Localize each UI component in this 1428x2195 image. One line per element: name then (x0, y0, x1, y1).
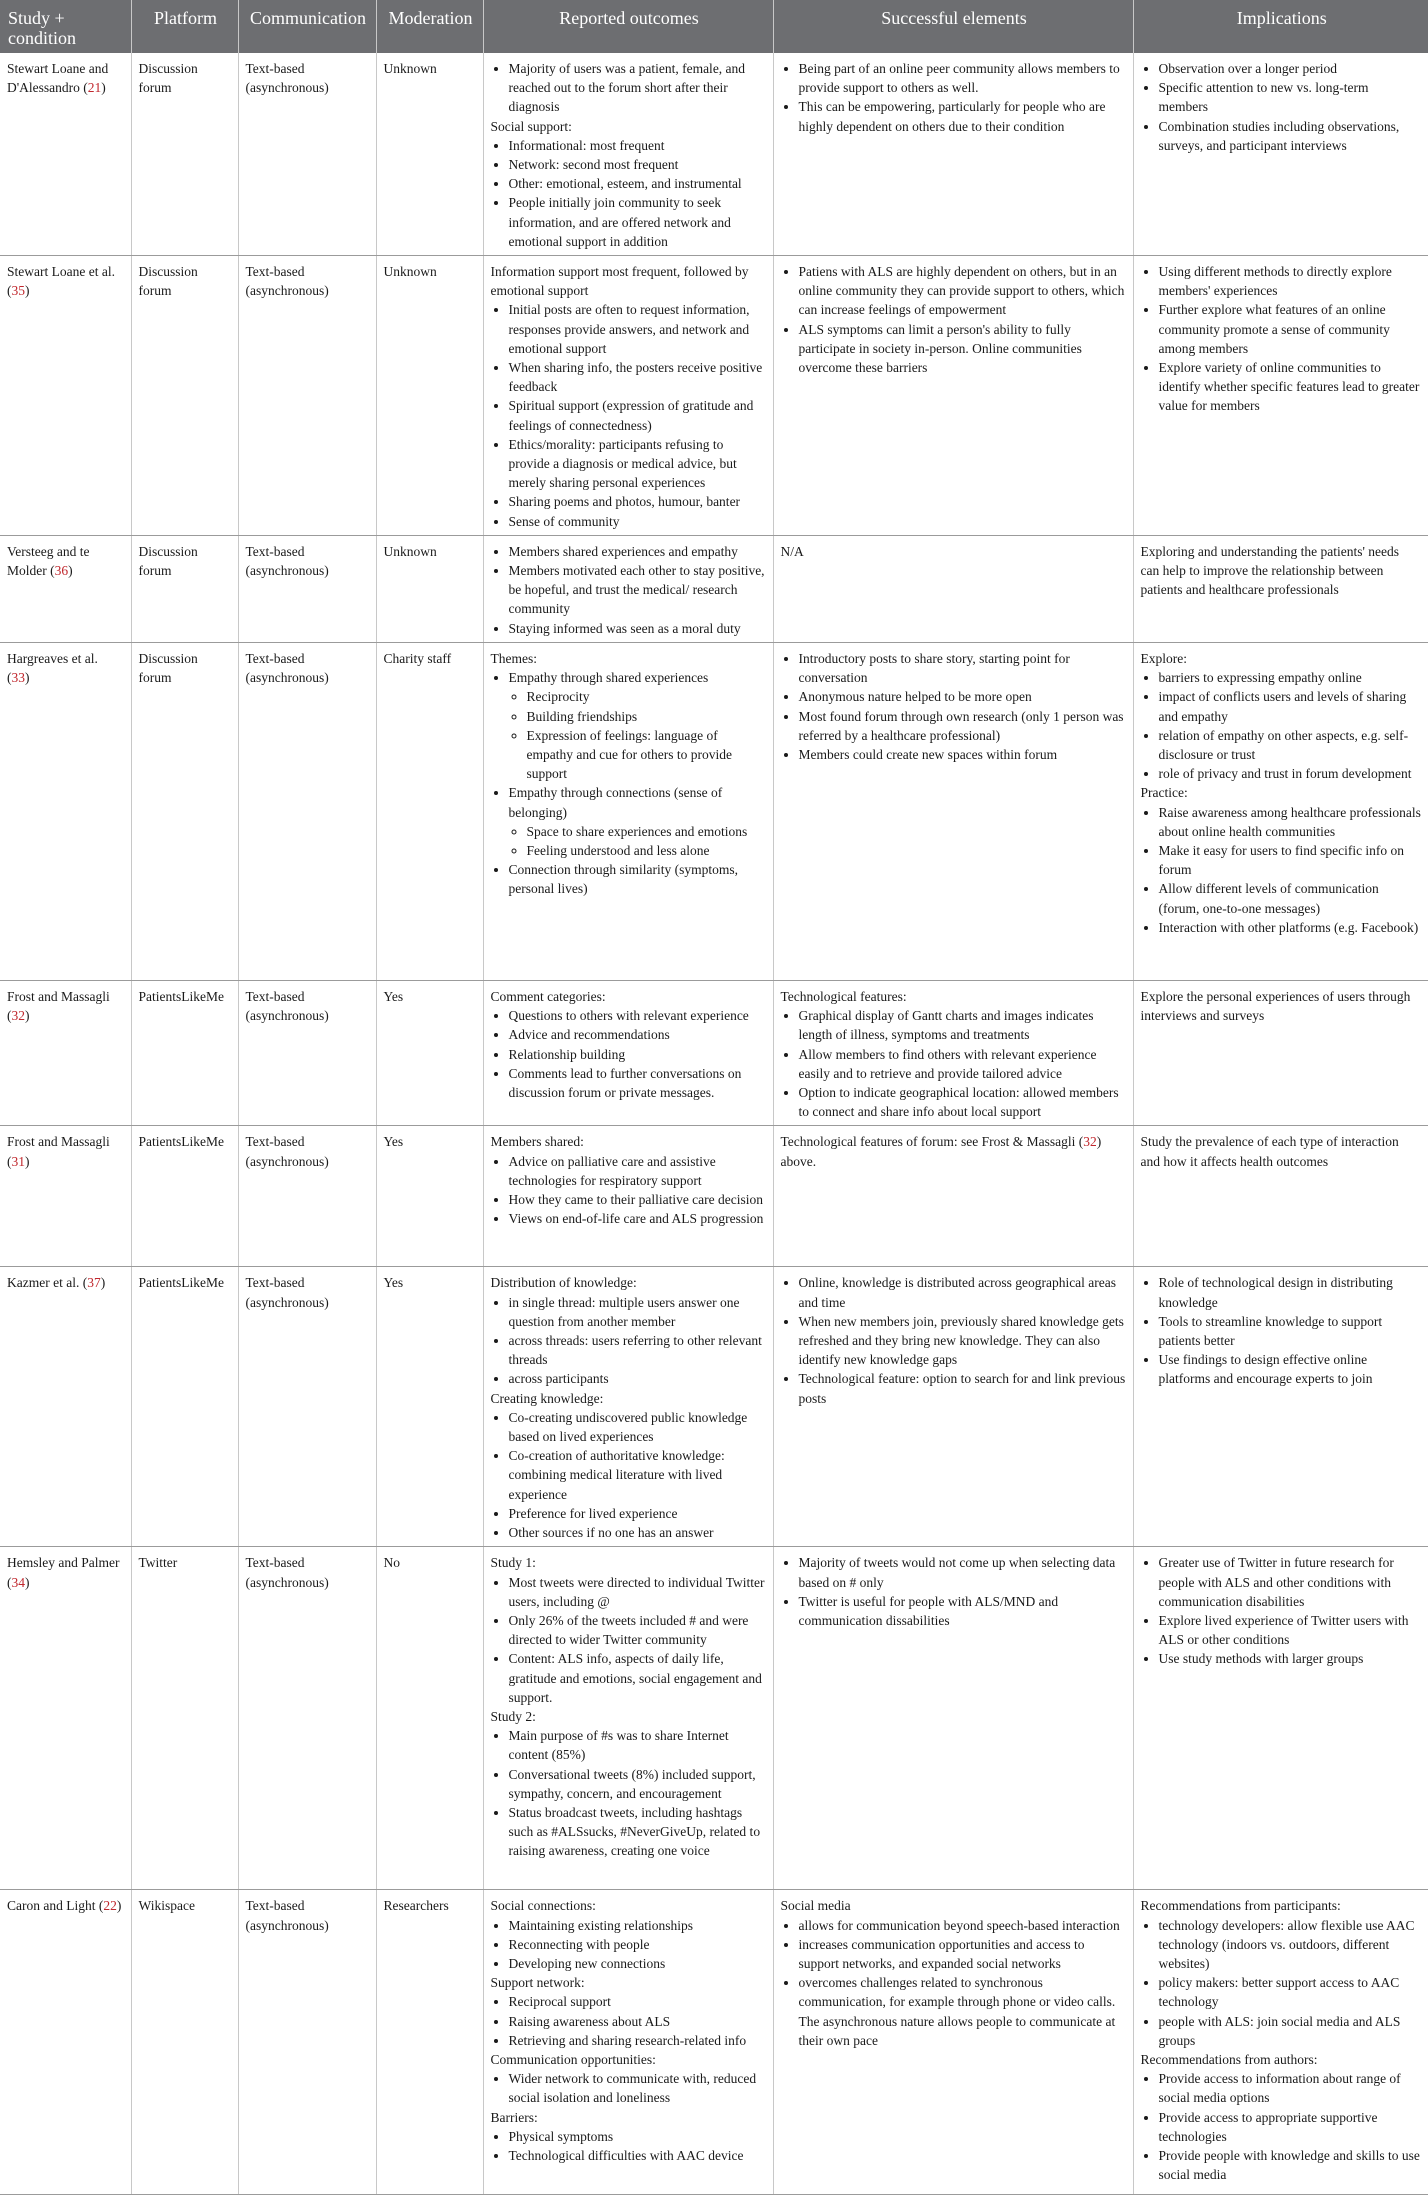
bullet-item: • Most found forum through own research (only 1 person was referred by a healthcare professional) (799, 707, 1126, 745)
bullet-item: • Co-creation of authoritative knowledge: combining medical literature with lived experience (509, 1446, 766, 1504)
bullet-item: • Members shared experiences and empathy (509, 542, 766, 561)
study-name: Stewart Loane and D'Alessandro ( (7, 61, 109, 96)
bullet-item: • When sharing info, the posters receive positive feedback (509, 358, 766, 396)
bullet-list (491, 668, 766, 898)
table-row (0, 980, 1428, 1125)
study-paren: ) (25, 1153, 30, 1169)
reference-link[interactable]: 31 (11, 1153, 25, 1169)
cell-communication: Text-based (asynchronous) (238, 53, 376, 256)
bullet-item: • Comments lead to further conversations on discussion forum or private messages. (509, 1064, 766, 1102)
bullet-item: • Interaction with other platforms (e.g. Facebook) (1159, 918, 1422, 937)
header-reported-outcomes: Reported outcomes (483, 0, 773, 53)
cell-successful-elements (773, 535, 1133, 642)
cell-implications (1133, 53, 1428, 256)
bullet-item: • Maintaining existing relationships (509, 1916, 766, 1935)
sub-bullet-list (509, 822, 766, 860)
bullet-list (491, 1726, 766, 1860)
bullet-list (491, 1152, 766, 1229)
cell-text: Members shared: (490, 1134, 584, 1150)
bullet-list (491, 136, 766, 251)
sub-bullet-list (509, 687, 766, 783)
cell-study (0, 1890, 131, 2195)
bullet-item: • barriers to expressing empathy online (1159, 668, 1422, 687)
cell-implications (1133, 642, 1428, 980)
bullet-item: • Option to indicate geographical location: allowed members to connect and share info about local support (799, 1083, 1126, 1121)
bullet-list (1141, 262, 1422, 416)
bullet-list (1141, 59, 1422, 155)
reference-link[interactable]: 35 (11, 283, 25, 299)
cell-text: Study 1: (490, 1555, 536, 1571)
header-study: Study + condition (0, 0, 131, 53)
table-row (0, 642, 1428, 980)
cell-study (0, 53, 131, 256)
cell-text: Exploring and understanding the patients' needs can help to improve the relationship between patients and healthcare professionals (1140, 543, 1399, 598)
bullet-item: • Spiritual support (expression of gratitude and feelings of connectedness) (509, 396, 766, 434)
cell-communication: Text-based (asynchronous) (238, 1547, 376, 1890)
cell-study (0, 642, 131, 980)
table-row (0, 53, 1428, 256)
study-name: Stewart Loane et al. ( (7, 264, 115, 299)
bullet-item: • Staying informed was seen as a moral duty (509, 619, 766, 638)
cell-text: Study 2: (490, 1708, 536, 1724)
sub-bullet-item: ◦ Expression of feelings: language of empathy and cue for others to provide support (527, 726, 766, 784)
cell-text: Creating knowledge: (490, 1390, 604, 1406)
cell-text: Support network: (490, 1975, 585, 1991)
table-row (0, 1547, 1428, 1890)
bullet-item: • Conversational tweets (8%) included support, sympathy, concern, and encouragement (509, 1765, 766, 1803)
bullet-item: • across participants (509, 1369, 766, 1388)
study-name: Versteeg and te Molder ( (7, 543, 90, 579)
bullet-item: • Reconnecting with people (509, 1935, 766, 1954)
cell-platform: Discussion forum (131, 53, 238, 256)
cell-implications (1133, 256, 1428, 536)
bullet-list (781, 262, 1126, 377)
sub-bullet-item: ◦ Feeling understood and less alone (527, 841, 766, 860)
bullet-list (491, 1573, 766, 1707)
study-name: Caron and Light ( (7, 1898, 104, 1914)
study-name: Frost and Massagli ( (7, 1134, 110, 1169)
bullet-item: • Sharing poems and photos, humour, banter (509, 492, 766, 511)
bullet-item: • Connection through similarity (symptoms, personal lives) (509, 860, 766, 898)
cell-platform: Discussion forum (131, 535, 238, 642)
cell-moderation: Yes (376, 1267, 483, 1547)
bullet-item: • increases communication opportunities and access to support networks, and expanded social networks (799, 1935, 1126, 1973)
bullet-item: • Majority of tweets would not come up when selecting data based on # only (799, 1553, 1126, 1591)
cell-reported-outcomes (483, 642, 773, 980)
bullet-item: • Provide people with knowledge and skills to use social media (1159, 2146, 1422, 2184)
bullet-item: • Twitter is useful for people with ALS/MND and communication dissabilities (799, 1592, 1126, 1630)
reference-link[interactable]: 36 (54, 563, 69, 579)
reference-link[interactable]: 21 (87, 80, 102, 96)
cell-implications (1133, 1890, 1428, 2195)
cell-successful-elements (773, 53, 1133, 256)
bullet-list (491, 2069, 766, 2107)
study-paren: ) (68, 563, 73, 579)
bullet-list (491, 1992, 766, 2050)
cell-communication: Text-based (asynchronous) (238, 980, 376, 1125)
cell-successful-elements (773, 256, 1133, 536)
bullet-item: • Empathy through connections (sense of belonging) (509, 783, 766, 821)
bullet-item: • Content: ALS info, aspects of daily life, gratitude and emotions, social engagement and support. (509, 1649, 766, 1707)
bullet-item: • Combination studies including observations, surveys, and participant interviews (1159, 117, 1422, 155)
cell-moderation: Charity staff (376, 642, 483, 980)
study-name: Kazmer et al. ( (7, 1275, 88, 1291)
cell-reported-outcomes (483, 535, 773, 642)
cell-text: Recommendations from participants: (1140, 1898, 1341, 1914)
bullet-item: • Retrieving and sharing research-related info (509, 2031, 766, 2050)
bullet-item: • relation of empathy on other aspects, e.g. self-disclosure or trust (1159, 726, 1422, 764)
bullet-item: • technology developers: allow flexible use AAC technology (indoors vs. outdoors, different websites) (1159, 1916, 1422, 1974)
reference-link[interactable]: 34 (11, 1574, 25, 1590)
cell-communication: Text-based (asynchronous) (238, 256, 376, 536)
cell-implications (1133, 1547, 1428, 1890)
bullet-list (1141, 1553, 1422, 1668)
cell-study (0, 1267, 131, 1547)
cell-text: Study the prevalence of each type of interaction and how it affects health outcomes (1140, 1134, 1399, 1169)
bullet-item: • How they came to their palliative care decision (509, 1190, 766, 1209)
cell-successful-elements (773, 1890, 1133, 2195)
cell-text: Barriers: (490, 2109, 538, 2125)
reference-link[interactable]: 32 (1083, 1134, 1097, 1150)
bullet-item: • Initial posts are often to request information, responses provide answers, and network and emotional support (509, 300, 766, 358)
bullet-item: • Sense of community (509, 512, 766, 531)
study-name: Hemsley and Palmer ( (7, 1555, 120, 1590)
cell-text: Themes: (490, 650, 537, 666)
bullet-list (781, 1006, 1126, 1121)
bullet-item: • Role of technological design in distributing knowledge (1159, 1273, 1422, 1311)
bullet-item: • across threads: users referring to other relevant threads (509, 1331, 766, 1369)
bullet-item: • Informational: most frequent (509, 136, 766, 155)
bullet-item: • in single thread: multiple users answer one question from another member (509, 1293, 766, 1331)
table-row (0, 1267, 1428, 1547)
study-name: Hargreaves et al. ( (7, 650, 98, 686)
bullet-item: • Introductory posts to share story, starting point for conversation (799, 649, 1126, 687)
cell-reported-outcomes (483, 1890, 773, 2195)
bullet-item: • people with ALS: join social media and ALS groups (1159, 2012, 1422, 2050)
bullet-item: • Raise awareness among healthcare professionals about online health communities (1159, 803, 1422, 841)
header-communication: Communication (238, 0, 376, 53)
table-row (0, 256, 1428, 536)
bullet-item: • Technological feature: option to search for and link previous posts (799, 1369, 1126, 1407)
bullet-list (1141, 803, 1422, 937)
cell-moderation: Unknown (376, 53, 483, 256)
bullet-item: • Network: second most frequent (509, 155, 766, 174)
bullet-item: • Greater use of Twitter in future research for people with ALS and other conditions with communication disabilities (1159, 1553, 1422, 1611)
header-platform: Platform (131, 0, 238, 53)
cell-communication: Text-based (asynchronous) (238, 1890, 376, 2195)
bullet-list (491, 1916, 766, 1974)
cell-platform: Twitter (131, 1547, 238, 1890)
bullet-item: • Relationship building (509, 1045, 766, 1064)
cell-communication: Text-based (asynchronous) (238, 642, 376, 980)
bullet-item: • Explore lived experience of Twitter users with ALS or other conditions (1159, 1611, 1422, 1649)
bullet-item: • Graphical display of Gantt charts and images indicates length of illness, symptoms and treatments (799, 1006, 1126, 1044)
bullet-item: • Technological difficulties with AAC device (509, 2146, 766, 2165)
bullet-list (781, 649, 1126, 764)
bullet-item: • Patiens with ALS are highly dependent on others, but in an online community they can provide support to others, which can increase feelings of empowerment (799, 262, 1126, 320)
cell-communication: Text-based (asynchronous) (238, 535, 376, 642)
bullet-list (781, 1273, 1126, 1407)
cell-platform: PatientsLikeMe (131, 1267, 238, 1547)
header-successful-elements: Successful elements (773, 0, 1133, 53)
cell-text: Explore the personal experiences of users through interviews and surveys (1140, 988, 1411, 1024)
cell-reported-outcomes (483, 53, 773, 256)
bullet-list (781, 59, 1126, 136)
bullet-list (1141, 1916, 1422, 2050)
bullet-item: • Developing new connections (509, 1954, 766, 1973)
sub-bullet-item: ◦ Space to share experiences and emotions (527, 822, 766, 841)
reference-link[interactable]: 32 (11, 1008, 25, 1024)
bullet-item: • Make it easy for users to find specific info on forum (1159, 841, 1422, 879)
cell-study (0, 980, 131, 1125)
cell-reported-outcomes (483, 1267, 773, 1547)
bullet-item: • Being part of an online peer community allows members to provide support to others as well. (799, 59, 1126, 97)
bullet-item: • Wider network to communicate with, reduced social isolation and loneliness (509, 2069, 766, 2107)
cell-text: N/A (780, 543, 804, 559)
bullet-item: • Co-creating undiscovered public knowledge based on lived experiences (509, 1408, 766, 1446)
table-header (0, 0, 1428, 53)
bullet-item: • Observation over a longer period (1159, 59, 1422, 78)
bullet-item: • Views on end-of-life care and ALS progression (509, 1209, 766, 1228)
bullet-item: • Use findings to design effective online platforms and encourage experts to join (1159, 1350, 1422, 1388)
bullet-item: • This can be empowering, particularly for people who are highly dependent on others due to their condition (799, 97, 1126, 135)
bullet-list (491, 1408, 766, 1542)
bullet-list (781, 1553, 1126, 1630)
cell-text: Social support: (490, 118, 572, 134)
bullet-item: • Advice and recommendations (509, 1025, 766, 1044)
bullet-list (1141, 668, 1422, 783)
bullet-list (1141, 2069, 1422, 2184)
cell-moderation: Unknown (376, 256, 483, 536)
bullet-item: • Reciprocal support (509, 1992, 766, 2011)
cell-reported-outcomes (483, 1126, 773, 1267)
bullet-item: • Tools to streamline knowledge to support patients better (1159, 1312, 1422, 1350)
bullet-list (491, 542, 766, 638)
cell-text: Recommendations from authors: (1140, 2051, 1318, 2067)
cell-text: Social media (780, 1898, 851, 1914)
bullet-item: • Most tweets were directed to individual Twitter users, including @ (509, 1573, 766, 1611)
bullet-item: • Allow members to find others with relevant experience easily and to retrieve and provide tailored advice (799, 1045, 1126, 1083)
bullet-list (491, 300, 766, 530)
cell-reported-outcomes (483, 256, 773, 536)
study-paren: ) (100, 1275, 106, 1291)
study-paren: ) (25, 1008, 30, 1024)
cell-moderation: Yes (376, 1126, 483, 1267)
cell-study (0, 535, 131, 642)
reference-link[interactable]: 37 (87, 1275, 101, 1291)
bullet-item: • Further explore what features of an online community promote a sense of community among members (1159, 300, 1422, 358)
cell-text: Information support most frequent, followed by emotional support (490, 264, 749, 299)
cell-platform: Discussion forum (131, 642, 238, 980)
cell-successful-elements (773, 1126, 1133, 1267)
bullet-list (781, 1916, 1126, 2050)
table-row (0, 535, 1428, 642)
cell-platform: Wikispace (131, 1890, 238, 2195)
table-body (0, 53, 1428, 2195)
header-implications: Implications (1133, 0, 1428, 53)
bullet-item: • People initially join community to seek information, and are offered network and emotional support in addition (509, 193, 766, 251)
bullet-item: • Provide access to information about range of social media options (1159, 2069, 1422, 2107)
bullet-item: • Majority of users was a patient, female, and reached out to the forum short after their diagnosis (509, 59, 766, 117)
bullet-item: • Specific attention to new vs. long-term members (1159, 78, 1422, 116)
reference-link[interactable]: 33 (11, 670, 25, 686)
cell-platform: PatientsLikeMe (131, 980, 238, 1125)
sub-bullet-item: ◦ Reciprocity (527, 687, 766, 706)
cell-study (0, 1547, 131, 1890)
cell-text: Communication opportunities: (490, 2051, 656, 2067)
cell-text: Technological features of forum: see Frost & Massagli ( (780, 1134, 1084, 1150)
cell-study (0, 256, 131, 536)
cell-platform: Discussion forum (131, 256, 238, 536)
cell-implications (1133, 535, 1428, 642)
bullet-item: • Online, knowledge is distributed across geographical areas and time (799, 1273, 1126, 1311)
table-row (0, 1890, 1428, 2195)
study-paren: ) (101, 80, 106, 96)
bullet-item: • Only 26% of the tweets included # and were directed to wider Twitter community (509, 1611, 766, 1649)
bullet-item: • Ethics/morality: participants refusing to provide a diagnosis or medical advice, but merely sharing personal experiences (509, 435, 766, 493)
cell-study (0, 1126, 131, 1267)
bullet-item: • Status broadcast tweets, including hashtags such as #ALSsucks, #NeverGiveUp, related to raising awareness, creating one voice (509, 1803, 766, 1861)
bullet-item: • impact of conflicts users and levels of sharing and empathy (1159, 687, 1422, 725)
cell-implications (1133, 1267, 1428, 1547)
cell-successful-elements (773, 1547, 1133, 1890)
cell-moderation: Yes (376, 980, 483, 1125)
bullet-item: • Advice on palliative care and assistive technologies for respiratory support (509, 1152, 766, 1190)
cell-text: Social connections: (490, 1898, 596, 1914)
cell-communication: Text-based (asynchronous) (238, 1126, 376, 1267)
cell-moderation: Unknown (376, 535, 483, 642)
bullet-list (1141, 1273, 1422, 1388)
bullet-item: • Members could create new spaces within forum (799, 745, 1126, 764)
bullet-item: • Other: emotional, esteem, and instrumental (509, 174, 766, 193)
bullet-list (491, 1293, 766, 1389)
cell-communication: Text-based (asynchronous) (238, 1267, 376, 1547)
bullet-item: • policy makers: better support access to AAC technology (1159, 1973, 1422, 2011)
bullet-item: • Physical symptoms (509, 2127, 766, 2146)
bullet-item: • role of privacy and trust in forum development (1159, 764, 1422, 783)
cell-moderation: Researchers (376, 1890, 483, 2195)
bullet-item: • Anonymous nature helped to be more open (799, 687, 1126, 706)
reference-link[interactable]: 22 (103, 1898, 117, 1914)
bullet-item: • When new members join, previously shared knowledge gets refreshed and they bring new knowledge. They can also identify new knowledge gaps (799, 1312, 1126, 1370)
cell-reported-outcomes (483, 980, 773, 1125)
study-paren: ) (25, 283, 30, 299)
study-paren: ) (25, 1574, 30, 1590)
cell-implications (1133, 1126, 1428, 1267)
cell-text: Technological features: (780, 988, 907, 1004)
bullet-item: • allows for communication beyond speech-based interaction (799, 1916, 1126, 1935)
cell-successful-elements (773, 980, 1133, 1125)
cell-platform: PatientsLikeMe (131, 1126, 238, 1267)
bullet-item: • ALS symptoms can limit a person's ability to fully participate in society in-person. Online communities overcome these barriers (799, 320, 1126, 378)
table-row (0, 1126, 1428, 1267)
bullet-list (491, 2127, 766, 2165)
study-name: Frost and Massagli ( (7, 988, 110, 1024)
bullet-list (491, 1006, 766, 1102)
bullet-item: • Using different methods to directly explore members' experiences (1159, 262, 1422, 300)
cell-text: Explore: (1140, 650, 1187, 666)
bullet-item: • Main purpose of #s was to share Internet content (85%) (509, 1726, 766, 1764)
cell-moderation: No (376, 1547, 483, 1890)
cell-text: Practice: (1140, 785, 1188, 801)
cell-text: Comment categories: (490, 988, 606, 1004)
bullet-item: • Explore variety of online communities to identify whether specific features lead to greater value for members (1159, 358, 1422, 416)
study-paren: ) (116, 1898, 122, 1914)
bullet-item: • Questions to others with relevant experience (509, 1006, 766, 1025)
sub-bullet-item: ◦ Building friendships (527, 707, 766, 726)
cell-successful-elements (773, 642, 1133, 980)
bullet-item: • Other sources if no one has an answer (509, 1523, 766, 1542)
bullet-item: • Preference for lived experience (509, 1504, 766, 1523)
bullet-item: • overcomes challenges related to synchronous communication, for example through phone or video calls. The asynchronous nature allows people to communicate at their own pace (799, 1973, 1126, 2050)
cell-text: Distribution of knowledge: (490, 1275, 637, 1291)
header-moderation: Moderation (376, 0, 483, 53)
cell-successful-elements (773, 1267, 1133, 1547)
bullet-item: • Raising awareness about ALS (509, 2012, 766, 2031)
cell-implications (1133, 980, 1428, 1125)
bullet-item: • Provide access to appropriate supportive technologies (1159, 2108, 1422, 2146)
bullet-list (491, 59, 766, 117)
bullet-item: • Empathy through shared experiences (509, 668, 766, 687)
study-paren: ) (25, 670, 30, 686)
cell-text: ) above. (780, 1134, 1102, 1169)
cell-reported-outcomes (483, 1547, 773, 1890)
bullet-item: • Allow different levels of communication (forum, one-to-one messages) (1159, 879, 1422, 917)
bullet-item: • Use study methods with larger groups (1159, 1649, 1422, 1668)
bullet-item: • Members motivated each other to stay positive, be hopeful, and trust the medical/ research community (509, 561, 766, 619)
